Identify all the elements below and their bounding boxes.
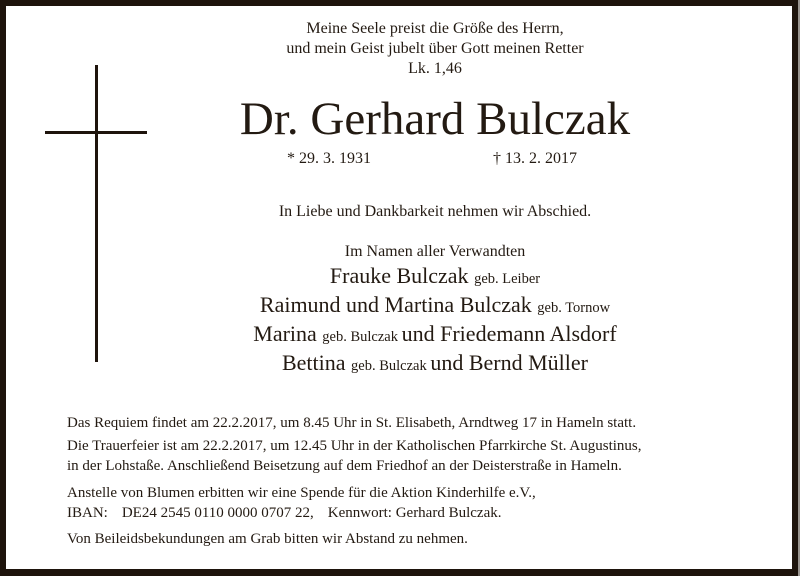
- family-list: [150, 262, 720, 378]
- donation-keyword: Kennwort: Gerhard Bulczak.: [327, 505, 502, 521]
- farewell-text: In Liebe und Dankbarkeit nehmen wir Abschied.: [278, 203, 592, 220]
- donation-line: Anstelle von Blumen erbitten wir eine Spende für die Aktion Kinderhilfe e.V.,: [67, 485, 536, 501]
- family-name: Frauke Bulczak: [329, 263, 475, 288]
- maiden-name: geb. Bulczak: [351, 358, 431, 374]
- family-name: und Bernd Müller: [430, 350, 589, 375]
- bank-details: [67, 503, 536, 523]
- family-name: und Friedemann Alsdorf: [401, 321, 617, 346]
- cross-horizontal-bar: [45, 131, 147, 134]
- verse-reference: Lk. 1,46: [408, 60, 462, 77]
- donation-info: [67, 483, 536, 523]
- deceased-name: Dr. Gerhard Bulczak: [239, 93, 631, 145]
- requiem-text: Das Requiem findet am 22.2.2017, um 8.45 Uhr in St. Elisabeth, Arndtweg 17 in Hameln statt.: [67, 415, 637, 431]
- family-row: [150, 262, 720, 291]
- funeral-info: [67, 436, 642, 476]
- iban-label: IBAN:: [67, 505, 108, 521]
- condolence-text: Von Beileidsbekundungen am Grab bitten wir Abstand zu nehmen.: [67, 531, 468, 547]
- family-name: Raimund und Martina Bulczak: [259, 292, 538, 317]
- maiden-name: geb. Leiber: [474, 271, 541, 287]
- requiem-info: [67, 413, 636, 433]
- relatives-intro: Im Namen aller Verwandten: [344, 243, 526, 260]
- condolence-info: [67, 529, 468, 549]
- death-date: † 13. 2. 2017: [493, 150, 577, 167]
- family-name: Marina: [253, 321, 323, 346]
- maiden-name: geb. Tornow: [537, 300, 611, 316]
- verse-line: und mein Geist jubelt über Gott meinen Retter: [286, 40, 584, 57]
- verse-line: Meine Seele preist die Größe des Herrn,: [306, 20, 564, 37]
- family-name: Bettina: [281, 350, 352, 375]
- maiden-name: geb. Bulczak: [322, 329, 402, 345]
- bible-verse: [150, 19, 720, 79]
- family-row: [150, 349, 720, 378]
- funeral-line: Die Trauerfeier ist am 22.2.2017, um 12.45 Uhr in der Katholischen Pfarrkirche St. Augustinus,: [67, 438, 642, 454]
- cross-vertical-bar: [95, 65, 98, 362]
- birth-date: * 29. 3. 1931: [287, 150, 371, 167]
- iban-value: DE24 2545 0110 0000 0707 22,: [121, 505, 314, 521]
- family-row: [150, 320, 720, 349]
- funeral-line: in der Lohstaße. Anschließend Beisetzung auf dem Friedhof an der Deisterstraße in Hameln.: [67, 458, 622, 474]
- family-row: [150, 291, 720, 320]
